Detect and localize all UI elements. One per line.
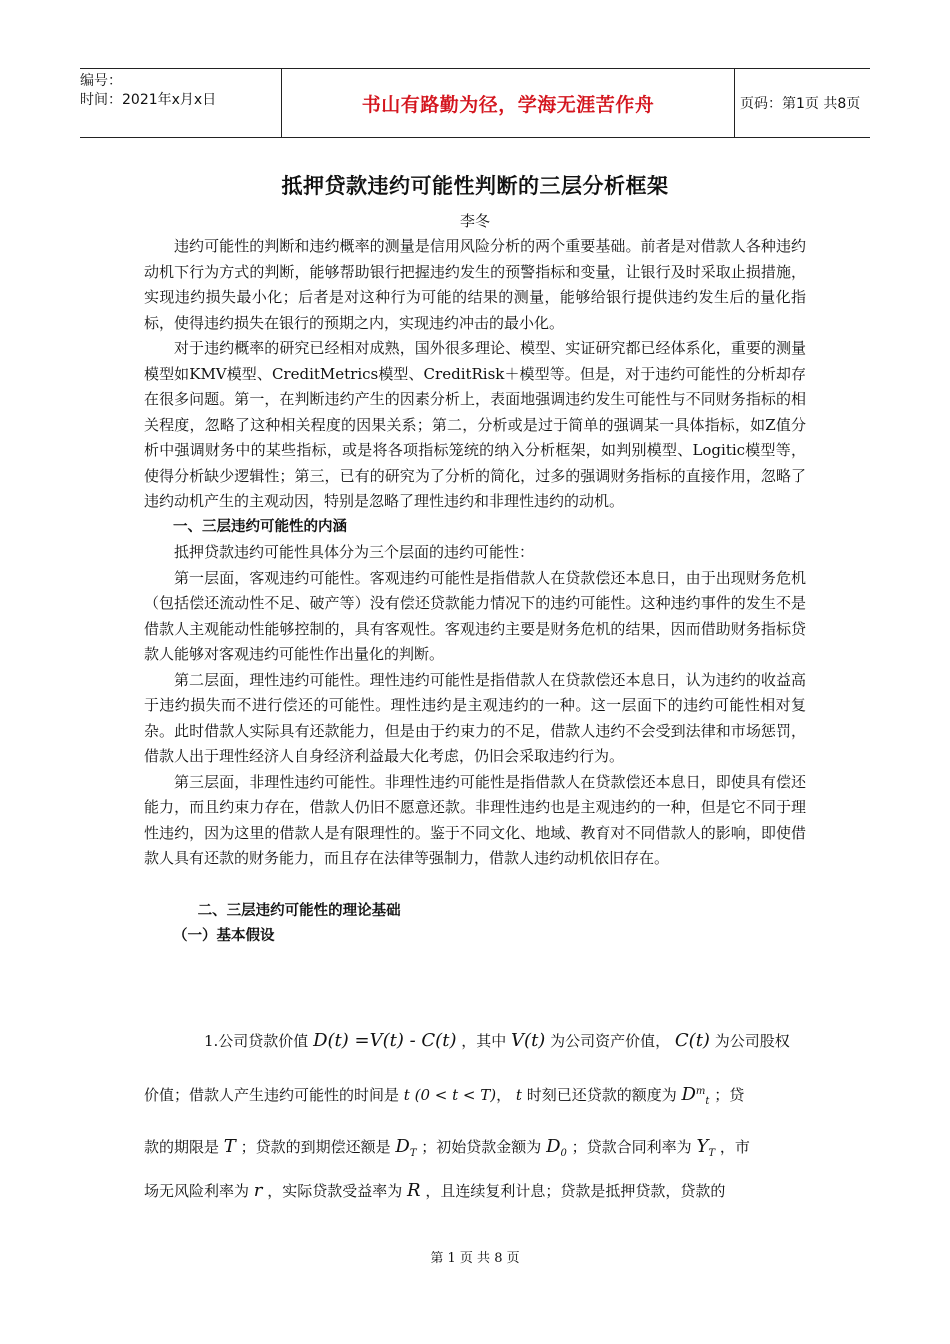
header-page-info: 页码：第1页 共8页 bbox=[740, 96, 861, 112]
formula-line-3: 款的期限是 T ；贷款的到期偿还额是 $D_T$ ；初始贷款金额为 $D_0$ ；贷款合同利率为 $Y_T$ ，市 bbox=[144, 1136, 750, 1159]
equation: D(t) =V(t) - C(t) bbox=[313, 1030, 457, 1051]
paragraph: 第一层面，客观违约可能性。客观违约可能性是指借款人在贷款偿还本息日，由于出现财务危机（包括偿还流动性不足、破产等）没有偿还贷款能力情况下的违约可能性。这种违约事件的发生不是借款人主观能动性能够控制的，具有客观性。客观违约主要是财务危机的结果，因而借助财务指标贷款人能够对客观违约可能性作出量化的判断。 bbox=[144, 568, 806, 663]
formula-line-1: 1.公司贷款价值 D(t) =V(t) - C(t) ，其中 V(t) 为公司资产价值， C(t) 为公司股权 bbox=[204, 1030, 790, 1051]
subsection-heading: （一）基本假设 bbox=[173, 928, 275, 944]
paragraph: 第三层面，非理性违约可能性。非理性违约可能性是指借款人在贷款偿还本息日，即使具有偿还能力，而且约束力存在，借款人仍旧不愿意还款。非理性违约也是主观违约的一种，但是它不同于理性违约，因为这里的借款人是有限理性的。鉴于不同文化、地域、教育对不同借款人的影响，即使借款人具有还款的财务能力，而且存在法律等强制力，借款人违约动机依旧存在。 bbox=[144, 772, 806, 867]
header-motto: 书山有路勤为径，学海无涯苦作舟 bbox=[361, 93, 655, 116]
document-title: 抵押贷款违约可能性判断的三层分析框架 bbox=[281, 174, 669, 198]
paragraph: 第二层面，理性违约可能性。理性违约可能性是指借款人在贷款偿还本息日，认为违约的收益高于违约损失而不进行偿还的可能性。理性违约是主观违约的一种。这一层面下的违约可能性相对复杂。此时借款人实际具有还款能力，但是由于约束力的不足，借款人违约不会受到法律和市场惩罚，借款人出于理性经济人自身经济利益最大化考虑，仍旧会采取违约行为。 bbox=[144, 670, 806, 765]
header-left bbox=[80, 69, 280, 140]
page-header bbox=[80, 68, 870, 138]
header-motto-cell bbox=[281, 69, 735, 137]
document-body bbox=[144, 234, 806, 950]
time-label: 时间：2021年x月x日 bbox=[80, 92, 217, 108]
serial-label: 编号： bbox=[80, 73, 122, 89]
paragraph: 对于违约概率的研究已经相对成熟，国外很多理论、模型、实证研究都已经体系化，重要的测量模型如KMV模型、CreditMetrics模型、CreditRisk＋模型等。但是，对于违约可能性的分析却存在很多问题。第一，在判断违约产生的因素分析上，表面地强调违约发生可能性与不同财务指标的相关程度，忽略了这种相关程度的因果关系；第二，分析或是过于简单的强调某一具体指标，如Z值分析中强调财务中的某些指标，或是将各项指标笼统的纳入分析框架，如判别模型、Logitic模型等，使得分析缺少逻辑性；第三，已有的研究为了分析的简化，过多的强调财务指标的直接作用，忽略了违约动机产生的主观动因，特别是忽略了理性违约和非理性违约的动机。 bbox=[144, 339, 806, 510]
section-heading: 一、三层违约可能性的内涵 bbox=[173, 518, 347, 535]
formula-line-2: 价值；借款人产生违约可能性的时间是 t (0 < t < T)， t 时刻已还贷款的额度为 $D^m_t$ ；贷 bbox=[144, 1084, 745, 1107]
paragraph: 违约可能性的判断和违约概率的测量是信用风险分析的两个重要基础。前者是对借款人各种违约动机下行为方式的判断，能够帮助银行把握违约发生的预警指标和变量，让银行及时采取止损措施，实现违约损失最小化；后者是对这种行为可能的结果的测量，能够给银行提供违约发生后的量化指标，使得违约损失在银行的预期之内，实现违约冲击的最小化。 bbox=[144, 237, 806, 332]
formula-line-4: 场无风险利率为 r ，实际贷款受益率为 R ，且连续复利计息；贷款是抵押贷款，贷款的 bbox=[144, 1180, 726, 1201]
paragraph: 抵押贷款违约可能性具体分为三个层面的违约可能性： bbox=[174, 543, 535, 561]
page-footer: 第 1 页 共 8 页 bbox=[430, 1251, 520, 1266]
author: 李冬 bbox=[459, 212, 490, 230]
section-heading: 二、三层违约可能性的理论基础 bbox=[197, 902, 401, 919]
